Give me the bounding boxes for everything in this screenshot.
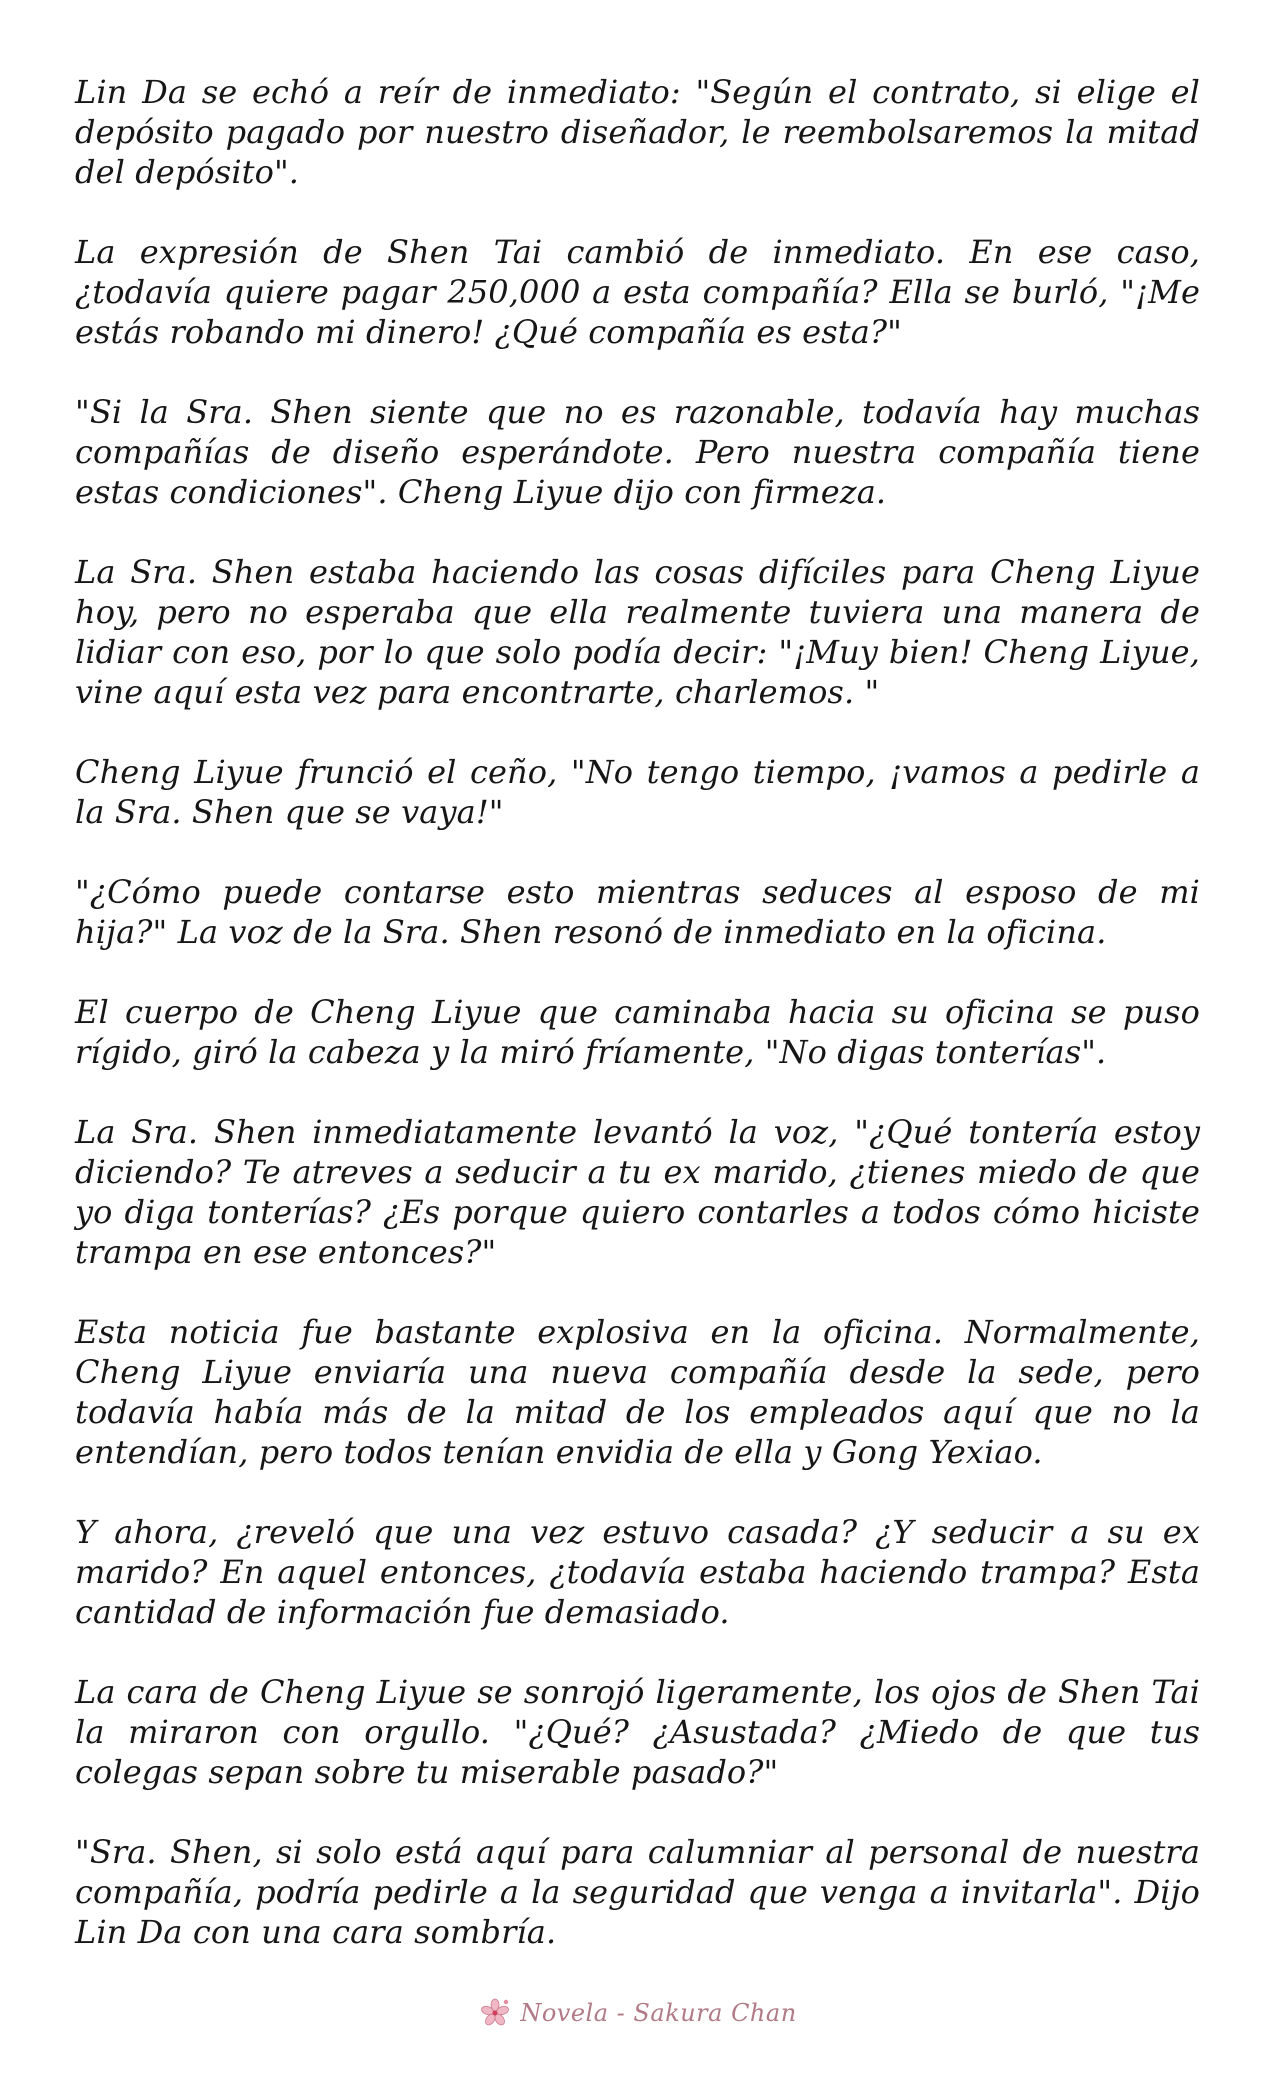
paragraph-10: Y ahora, ¿reveló que una vez estuvo casada? ¿Y seducir a su ex marido? En aquel entonces, ¿todavía estaba haciendo trampa? Esta cantidad de información fue demasiado. bbox=[75, 1513, 1200, 1631]
paragraph-5: Cheng Liyue frunció el ceño, "No tengo tiempo, ¡vamos a pedirle a la Sra. Shen que se vaya!" bbox=[75, 753, 1200, 831]
chapter-text bbox=[75, 72, 1200, 1952]
watermark-text: Novela - Sakura Chan bbox=[520, 1999, 797, 2027]
paragraph-3: "Si la Sra. Shen siente que no es razonable, todavía hay muchas compañías de diseño esperándote. Pero nuestra compañía tiene estas condiciones". Cheng Liyue dijo con firmeza. bbox=[75, 393, 1200, 511]
sakura-flower-icon bbox=[478, 1996, 512, 2030]
paragraph-11: La cara de Cheng Liyue se sonrojó ligeramente, los ojos de Shen Tai la miraron con orgullo. "¿Qué? ¿Asustada? ¿Miedo de que tus colegas sepan sobre tu miserable pasado?" bbox=[75, 1673, 1200, 1791]
paragraph-9: Esta noticia fue bastante explosiva en la oficina. Normalmente, Cheng Liyue enviaría una nueva compañía desde la sede, pero todavía había más de la mitad de los empleados aquí que no la entendían, pero todos tenían envidia de ella y Gong Yexiao. bbox=[75, 1313, 1200, 1471]
paragraph-6: "¿Cómo puede contarse esto mientras seduces al esposo de mi hija?" La voz de la Sra. Shen resonó de inmediato en la oficina. bbox=[75, 873, 1200, 951]
paragraph-7: El cuerpo de Cheng Liyue que caminaba hacia su oficina se puso rígido, giró la cabeza y la miró fríamente, "No digas tonterías". bbox=[75, 993, 1200, 1071]
paragraph-4: La Sra. Shen estaba haciendo las cosas difíciles para Cheng Liyue hoy, pero no esperaba que ella realmente tuviera una manera de lidiar con eso, por lo que solo podía decir: "¡Muy bien! Cheng Liyue, vine aquí esta vez para encontrarte, charlemos. " bbox=[75, 553, 1200, 711]
paragraph-12: "Sra. Shen, si solo está aquí para calumniar al personal de nuestra compañía, podría pedirle a la seguridad que venga a invitarla". Dijo Lin Da con una cara sombría. bbox=[75, 1833, 1200, 1951]
watermark bbox=[0, 1993, 1275, 2033]
paragraph-8: La Sra. Shen inmediatamente levantó la voz, "¿Qué tontería estoy diciendo? Te atreves a seducir a tu ex marido, ¿tienes miedo de que yo diga tonterías? ¿Es porque quiero contarles a todos cómo hiciste trampa en ese entonces?" bbox=[75, 1113, 1200, 1271]
paragraph-1: Lin Da se echó a reír de inmediato: "Según el contrato, si elige el depósito pagado por nuestro diseñador, le reembolsaremos la mitad del depósito". bbox=[75, 73, 1200, 191]
paragraph-2: La expresión de Shen Tai cambió de inmediato. En ese caso, ¿todavía quiere pagar 250,000 a esta compañía? Ella se burló, "¡Me estás robando mi dinero! ¿Qué compañía es esta?" bbox=[75, 233, 1200, 351]
